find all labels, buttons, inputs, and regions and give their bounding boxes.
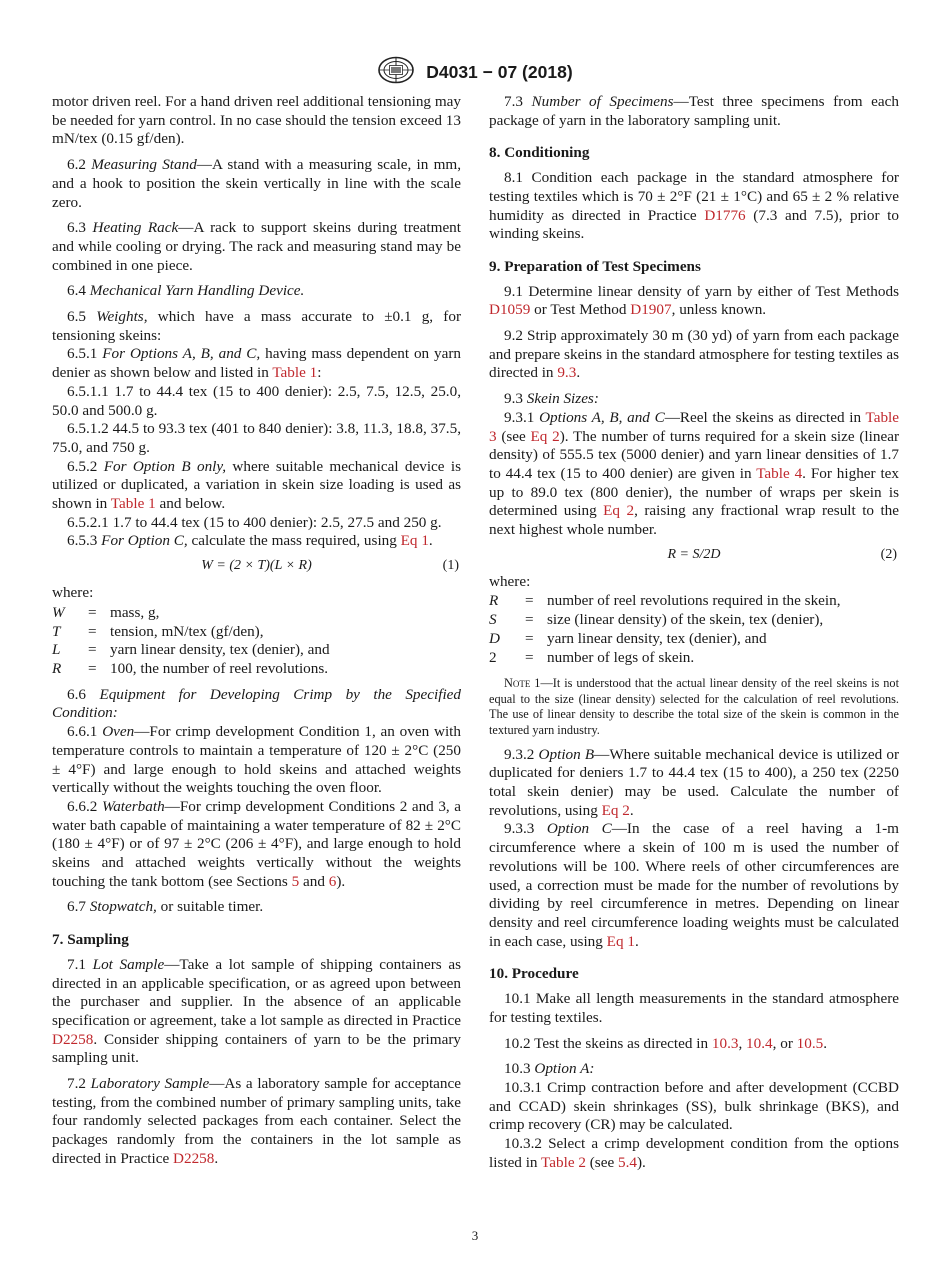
paragraph-9-1: 9.1 Determine linear density of yarn by either of Test Methods D1059 or Test Method D1907, unless known. — [489, 282, 899, 319]
paragraph-6-5: 6.5 Weights, which have a mass accurate to ±0.1 g, for tensioning skeins: — [52, 308, 461, 344]
paragraph-9-3-3: 9.3.3 Option C—In the case of a reel having a 1-m circumference where a skein of 100 m is used the number of revolutions will be 100. Where reels of other circumferences are used, a correction must be made for the number of revolutions by dividing by reel circumference in metres. Depending on linear density and reel circumference loading weights must be calculated in each case, using Eq 1. — [489, 820, 899, 950]
definition-row: 2 = number of legs of skein. — [489, 648, 695, 666]
equation-2-formula: R = S/2D — [667, 546, 721, 562]
right-column — [489, 93, 899, 1172]
equation-1-formula: W = (2 × T)(L × R) — [201, 558, 312, 574]
paragraph-6-1-continued: motor driven reel. For a hand driven reel additional tensioning may be needed for yarn control. In no case should the tension exceed 13 mN/tex (0.15 gf/den). — [52, 93, 461, 148]
page-header — [0, 56, 950, 89]
link-d1776[interactable]: D1776 — [704, 206, 746, 224]
paragraph-9-2: 9.2 Strip approximately 30 m (30 yd) of yarn from each package and prepare skeins in the standard atmosphere for testing textiles as directed in 9.3. — [489, 327, 899, 382]
paragraph-10-3: 10.3 Option A: — [504, 1060, 595, 1078]
paragraph-9-3-2: 9.3.2 Option B—Where suitable mechanical device is utilized or duplicated for deniers 1.7 to 44.4 tex (15 to 400), a 250 tex (2250 total skein denier) may be used. Calculate the number of revolutions, using Eq 2. — [489, 745, 900, 819]
document-id: D4031 − 07 (2018) — [426, 62, 573, 82]
link-10-5[interactable]: 10.5 — [796, 1034, 824, 1052]
link-d1907[interactable]: D1907 — [630, 301, 672, 319]
paragraph-6-5-1-2: 6.5.1.2 44.5 to 93.3 tex (401 to 840 denier): 3.8, 11.3, 18.8, 37.5, 75.0, and 750 g. — [52, 420, 461, 456]
link-d2258[interactable]: D2258 — [52, 1030, 94, 1048]
link-section-6[interactable]: 6 — [328, 872, 337, 890]
link-eq-2[interactable]: Eq 2 — [601, 801, 630, 819]
paragraph-6-6: 6.6 Equipment for Developing Crimp by the Specified Condition: — [52, 685, 462, 722]
definitions-list-2 — [489, 592, 899, 667]
paragraph-10-2: 10.2 Test the skeins as directed in 10.3, 10.4, or 10.5. — [504, 1034, 828, 1052]
paragraph-6-5-3: 6.5.3 For Option C, calculate the mass required, using Eq 1. — [67, 532, 433, 550]
definitions-list-1 — [52, 604, 461, 679]
section-heading-7: 7. Sampling — [52, 931, 129, 949]
definition-row: R = 100, the number of reel revolutions. — [52, 659, 329, 677]
link-10-3[interactable]: 10.3 — [711, 1034, 739, 1052]
link-section-5[interactable]: 5 — [291, 872, 300, 890]
link-d1059[interactable]: D1059 — [489, 301, 531, 319]
link-eq-1[interactable]: Eq 1 — [606, 932, 635, 950]
paragraph-6-2: 6.2 Measuring Stand—A stand with a measuring scale, in mm, and a hook to position the skein vertically in line with the scale zero. — [52, 156, 461, 211]
page-number: 3 — [471, 1228, 479, 1243]
paragraph-6-7: 6.7 Stopwatch, or suitable timer. — [67, 898, 264, 916]
paragraph-6-5-2-1: 6.5.2.1 1.7 to 44.4 tex (15 to 400 denier): 2.5, 27.5 and 250 g. — [67, 513, 442, 531]
link-eq-2[interactable]: Eq 2 — [530, 427, 560, 445]
link-eq-1[interactable]: Eq 1 — [400, 532, 429, 550]
definition-row: L = yarn linear density, tex (denier), and — [52, 641, 330, 659]
link-eq-2[interactable]: Eq 2 — [603, 502, 635, 520]
definition-row: W = mass, g, — [52, 603, 160, 621]
astm-logo-icon — [377, 56, 415, 89]
paragraph-10-1: 10.1 Make all length measurements in the standard atmosphere for testing textiles. — [489, 990, 899, 1026]
where-label: where: — [489, 572, 531, 590]
paragraph-7-1: 7.1 Lot Sample—Take a lot sample of shipping containers as directed in an applicable specification, or as agreed upon between the purchaser and supplier. In the absence of an applicable specification or agreement, take a lot sample as directed in Practice D2258. Consider shipping containers of yarn to be the primary sampling unit. — [52, 955, 461, 1067]
link-d2258[interactable]: D2258 — [173, 1149, 215, 1167]
paragraph-6-5-1: 6.5.1 For Options A, B, and C, having mass dependent on yarn denier as shown below and listed in Table 1: — [52, 345, 462, 382]
equation-1 — [52, 555, 461, 578]
section-heading-10: 10. Procedure — [489, 965, 579, 983]
paragraph-9-3-1: 9.3.1 Options A, B, and C—Reel the skeins as directed in Table 3 (see Eq 2). The number of turns required for a skein size (linear density) of 555.5 tex (5000 denier) and yarn linear densities of 1.7 to 44.4 tex (15 to 400 denier) are given in Table 4. For higher tex up to 89.0 tex (800 denier), the number of wraps per skein is determined using Eq 2, raising any fractional wrap result to the next highest whole number. — [489, 408, 900, 539]
equation-2 — [489, 544, 899, 567]
note-1: Note 1—It is understood that the actual linear density of the reel skeins is not equal to the size (linear density) selected for the calculation of reel revolutions. The use of linear density to describe the total size of the skein is common in the textured yarn industry. — [489, 676, 899, 738]
link-9-3[interactable]: 9.3 — [557, 364, 577, 382]
paragraph-7-2: 7.2 Laboratory Sample—As a laboratory sample for acceptance testing, from the combined number of primary sampling units, take four randomly selected packages from each container. Select the packages randomly from the containers in the lot sample as directed in Practice D2258. — [52, 1075, 462, 1167]
definition-row: T = tension, mN/tex (gf/den), — [52, 622, 264, 640]
paragraph-7-3: 7.3 Number of Specimens—Test three specimens from each package of yarn in the laboratory sampling unit. — [489, 93, 900, 129]
link-5-4[interactable]: 5.4 — [618, 1153, 637, 1171]
link-10-4[interactable]: 10.4 — [746, 1034, 773, 1052]
link-table-1[interactable]: Table 1 — [272, 364, 318, 382]
paragraph-6-6-1: 6.6.1 Oven—For crimp development Condition 1, an oven with temperature controls to maintain a temperature of 120 ± 2°C (250 ± 4°F) and large enough to hold skeins and attached weights vertically without the weights touching the oven floor. — [52, 723, 462, 797]
paragraph-8-1: 8.1 Condition each package in the standard atmosphere for testing textiles which is 70 ± 2°F (21 ± 1°C) and 65 ± 2 % relative humidity as directed in Practice D1776 (7.3 and 7.5), prior to winding skeins. — [489, 169, 899, 243]
link-table-4[interactable]: Table 4 — [756, 464, 803, 482]
section-heading-9: 9. Preparation of Test Specimens — [489, 257, 701, 275]
section-heading-8: 8. Conditioning — [489, 144, 590, 162]
paragraph-10-3-1: 10.3.1 Crimp contraction before and after development (CCBD and CCAD) skein shrinkages (SS), bulk shrinkage (BKS), and crimp recovery (CR) may be calculated. — [489, 1078, 899, 1134]
paragraph-6-6-2: 6.6.2 Waterbath—For crimp development Conditions 2 and 3, a water bath capable of maintaining a water temperature of 82 ± 2°C (180 ± 4°F) or of 97 ± 2°C (206 ± 4°F), and large enough to hold skeins and attached weights vertically without the weights touching the tank bottom (see Sections 5 and 6). — [52, 797, 462, 890]
paragraph-6-3: 6.3 Heating Rack—A rack to support skeins during treatment and while cooling or drying. The rack and measuring stand may be combined in one piece. — [52, 219, 461, 274]
paragraph-10-3-2: 10.3.2 Select a crimp development condition from the options listed in Table 2 (see 5.4). — [489, 1135, 899, 1171]
paragraph-6-5-2: 6.5.2 For Option B only, where suitable mechanical device is utilized or duplicated, a variation in skein size loading is used as shown in Table 1 and below. — [52, 457, 461, 513]
equation-2-number: (2) — [880, 546, 897, 562]
link-table-1[interactable]: Table 1 — [110, 495, 156, 513]
paragraph-9-3: 9.3 Skein Sizes: — [504, 390, 599, 408]
left-column — [52, 93, 461, 1169]
paragraph-6-4: 6.4 Mechanical Yarn Handling Device. — [67, 282, 305, 300]
link-table-2[interactable]: Table 2 — [541, 1153, 586, 1171]
equation-1-number: (1) — [442, 558, 459, 574]
definition-row: R = number of reel revolutions required in the skein, — [489, 592, 841, 610]
paragraph-6-5-1-1: 6.5.1.1 1.7 to 44.4 tex (15 to 400 denier): 2.5, 7.5, 12.5, 25.0, 50.0 and 500.0 g. — [52, 382, 461, 419]
definition-row: S = size (linear density) of the skein, tex (denier), — [489, 611, 824, 629]
where-label: where: — [52, 584, 94, 602]
link-table-3[interactable]: Table 3 — [489, 408, 900, 445]
definition-row: D = yarn linear density, tex (denier), and — [489, 629, 767, 647]
